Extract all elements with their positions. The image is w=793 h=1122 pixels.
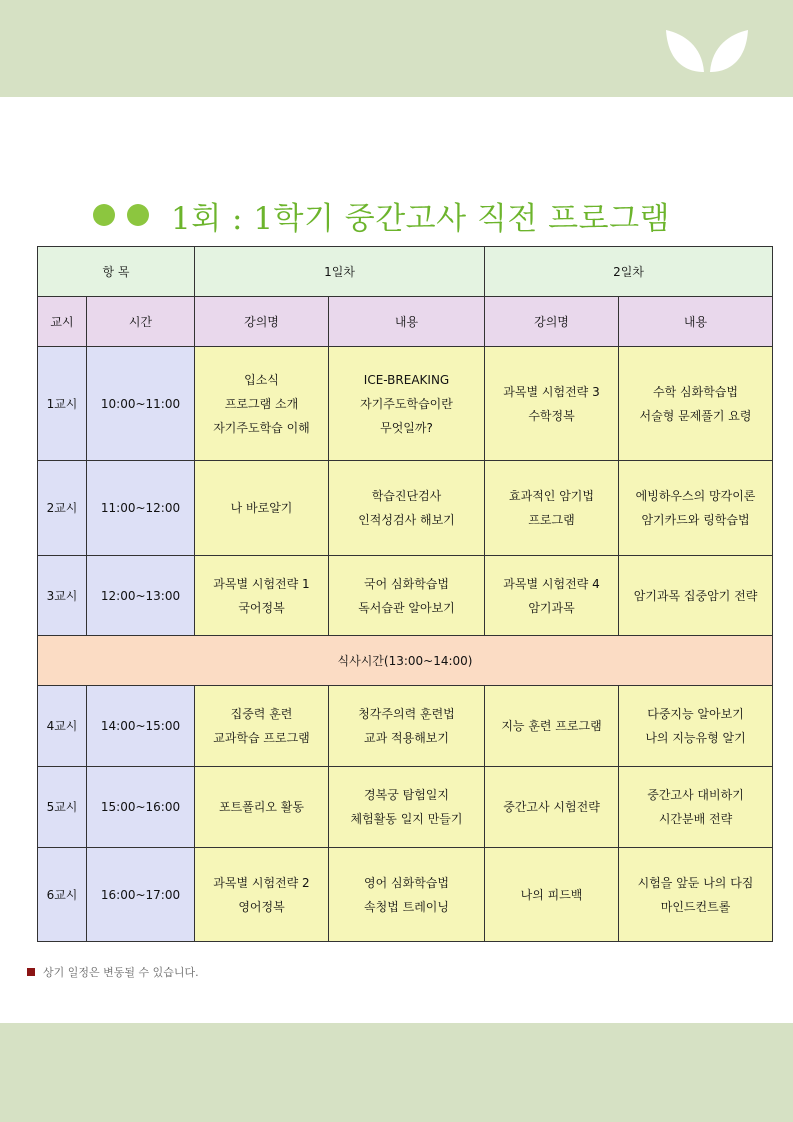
lecture-day2-cell <box>485 767 619 848</box>
cell-line: 과목별 시험전략 4 <box>503 576 600 591</box>
content-day1-cell <box>329 461 485 556</box>
header-day1: 1일차 <box>195 247 485 297</box>
subheader-lecture-day2: 강의명 <box>485 297 619 347</box>
content-day1-cell <box>329 686 485 767</box>
cell-line: 과목별 시험전략 1 <box>213 576 310 591</box>
header-item: 항 목 <box>38 247 195 297</box>
rows-after-lunch <box>38 686 773 942</box>
note-text: 상기 일정은 변동될 수 있습니다. <box>43 966 199 979</box>
time-cell: 15:00~16:00 <box>87 767 195 848</box>
time-cell: 10:00~11:00 <box>87 347 195 461</box>
lunch-cell: 식사시간(13:00~14:00) <box>38 636 773 686</box>
schedule-row <box>38 347 773 461</box>
cell-line: 입소식 <box>244 372 279 387</box>
content-day1-cell <box>329 848 485 942</box>
lecture-day1-cell <box>195 556 329 636</box>
period-cell: 4교시 <box>38 686 87 767</box>
cell-line: 체험활동 일지 만들기 <box>350 812 463 826</box>
cell-line: 중간고사 시험전략 <box>503 800 600 814</box>
time-cell: 16:00~17:00 <box>87 848 195 942</box>
bottom-band <box>0 1023 793 1122</box>
cell-line: 포트폴리오 활동 <box>219 800 304 814</box>
subheader-content-day1: 내용 <box>329 297 485 347</box>
schedule-note <box>27 964 199 980</box>
cell-line: 집중력 훈련 <box>230 707 293 721</box>
cell-line: 영어 심화학습법 <box>364 875 449 890</box>
cell-line: 에빙하우스의 망각이론 <box>635 489 756 503</box>
period-cell: 6교시 <box>38 848 87 942</box>
lunch-row <box>38 636 773 686</box>
cell-line: 수학정복 <box>528 408 575 423</box>
cell-line: 서술형 문제풀기 요령 <box>639 408 752 423</box>
cell-line: 과목별 시험전략 2 <box>213 875 310 890</box>
note-bullet-icon <box>27 968 35 976</box>
leaf-logo-icon <box>664 26 750 74</box>
cell-line: 암기과목 집중암기 전략 <box>633 588 758 603</box>
content-day2-cell <box>619 686 773 767</box>
cell-line: 경복궁 탐험일지 <box>364 788 449 802</box>
cell-line: 암기카드와 링학습법 <box>641 513 750 527</box>
bullet-dot-icon <box>127 204 149 226</box>
cell-line: 과목별 시험전략 3 <box>503 384 600 399</box>
period-cell: 5교시 <box>38 767 87 848</box>
schedule-row <box>38 767 773 848</box>
cell-line: 인적성검사 해보기 <box>358 513 455 527</box>
content-day1-cell <box>329 767 485 848</box>
cell-line: 나 바로알기 <box>230 501 293 515</box>
time-cell: 12:00~13:00 <box>87 556 195 636</box>
content-day1-cell <box>329 556 485 636</box>
cell-line: 프로그램 소개 <box>224 396 299 411</box>
content-day2-cell <box>619 556 773 636</box>
cell-line: 나의 피드백 <box>520 887 583 902</box>
cell-line: 프로그램 <box>528 513 575 527</box>
lecture-day2-cell <box>485 347 619 461</box>
cell-line: 시간분배 전략 <box>658 812 733 826</box>
lecture-day2-cell <box>485 556 619 636</box>
cell-line: 자기주도학습 이해 <box>213 420 310 435</box>
cell-line: 시험을 앞둔 나의 다짐 <box>637 875 754 890</box>
lecture-day2-cell <box>485 686 619 767</box>
content-day2-cell <box>619 848 773 942</box>
schedule-row <box>38 556 773 636</box>
cell-line: 국어 심화학습법 <box>364 576 449 591</box>
period-cell: 1교시 <box>38 347 87 461</box>
cell-line: 영어정복 <box>238 899 285 914</box>
title-text: 1회 : 1학기 중간고사 직전 프로그램 <box>171 200 670 237</box>
cell-line: 다중지능 알아보기 <box>647 707 744 721</box>
period-cell: 3교시 <box>38 556 87 636</box>
content-day2-cell <box>619 461 773 556</box>
period-cell: 2교시 <box>38 461 87 556</box>
cell-line: 나의 지능유형 알기 <box>645 731 746 745</box>
cell-line: 무엇일까? <box>380 420 433 435</box>
cell-line: 자기주도학습이란 <box>360 396 453 411</box>
schedule-row <box>38 461 773 556</box>
cell-line: 국어정복 <box>238 600 285 615</box>
subheader-row <box>38 297 773 347</box>
subheader-lecture-day1: 강의명 <box>195 297 329 347</box>
cell-line: 속청법 트레이닝 <box>364 899 449 914</box>
lecture-day2-cell <box>485 848 619 942</box>
subheader-content-day2: 내용 <box>619 297 773 347</box>
content-day2-cell <box>619 347 773 461</box>
time-cell: 11:00~12:00 <box>87 461 195 556</box>
lecture-day1-cell <box>195 848 329 942</box>
lecture-day1-cell <box>195 686 329 767</box>
header-row <box>38 247 773 297</box>
page-title <box>93 190 670 240</box>
lecture-day1-cell <box>195 461 329 556</box>
cell-line: 마인드컨트롤 <box>660 899 731 914</box>
subheader-time: 시간 <box>87 297 195 347</box>
cell-line: 학습진단검사 <box>371 489 442 503</box>
lecture-day2-cell <box>485 461 619 556</box>
cell-line: 중간고사 대비하기 <box>647 788 744 802</box>
content-day1-cell <box>329 347 485 461</box>
lecture-day1-cell <box>195 767 329 848</box>
cell-line: 교과학습 프로그램 <box>213 731 310 745</box>
schedule-row <box>38 686 773 767</box>
content-day2-cell <box>619 767 773 848</box>
cell-line: 청각주의력 훈련법 <box>358 707 455 721</box>
cell-line: ICE-BREAKING <box>363 372 450 387</box>
cell-line: 효과적인 암기법 <box>509 489 594 503</box>
cell-line: 암기과목 <box>528 600 575 615</box>
time-cell: 14:00~15:00 <box>87 686 195 767</box>
header-day2: 2일차 <box>485 247 773 297</box>
bullet-dot-icon <box>93 204 115 226</box>
lecture-day1-cell <box>195 347 329 461</box>
rows-before-lunch <box>38 347 773 636</box>
schedule-table <box>37 246 773 942</box>
cell-line: 교과 적용해보기 <box>364 731 449 745</box>
subheader-period: 교시 <box>38 297 87 347</box>
schedule-row <box>38 848 773 942</box>
cell-line: 수학 심화학습법 <box>653 384 738 399</box>
cell-line: 지능 훈련 프로그램 <box>501 719 602 733</box>
cell-line: 독서습관 알아보기 <box>358 600 455 615</box>
